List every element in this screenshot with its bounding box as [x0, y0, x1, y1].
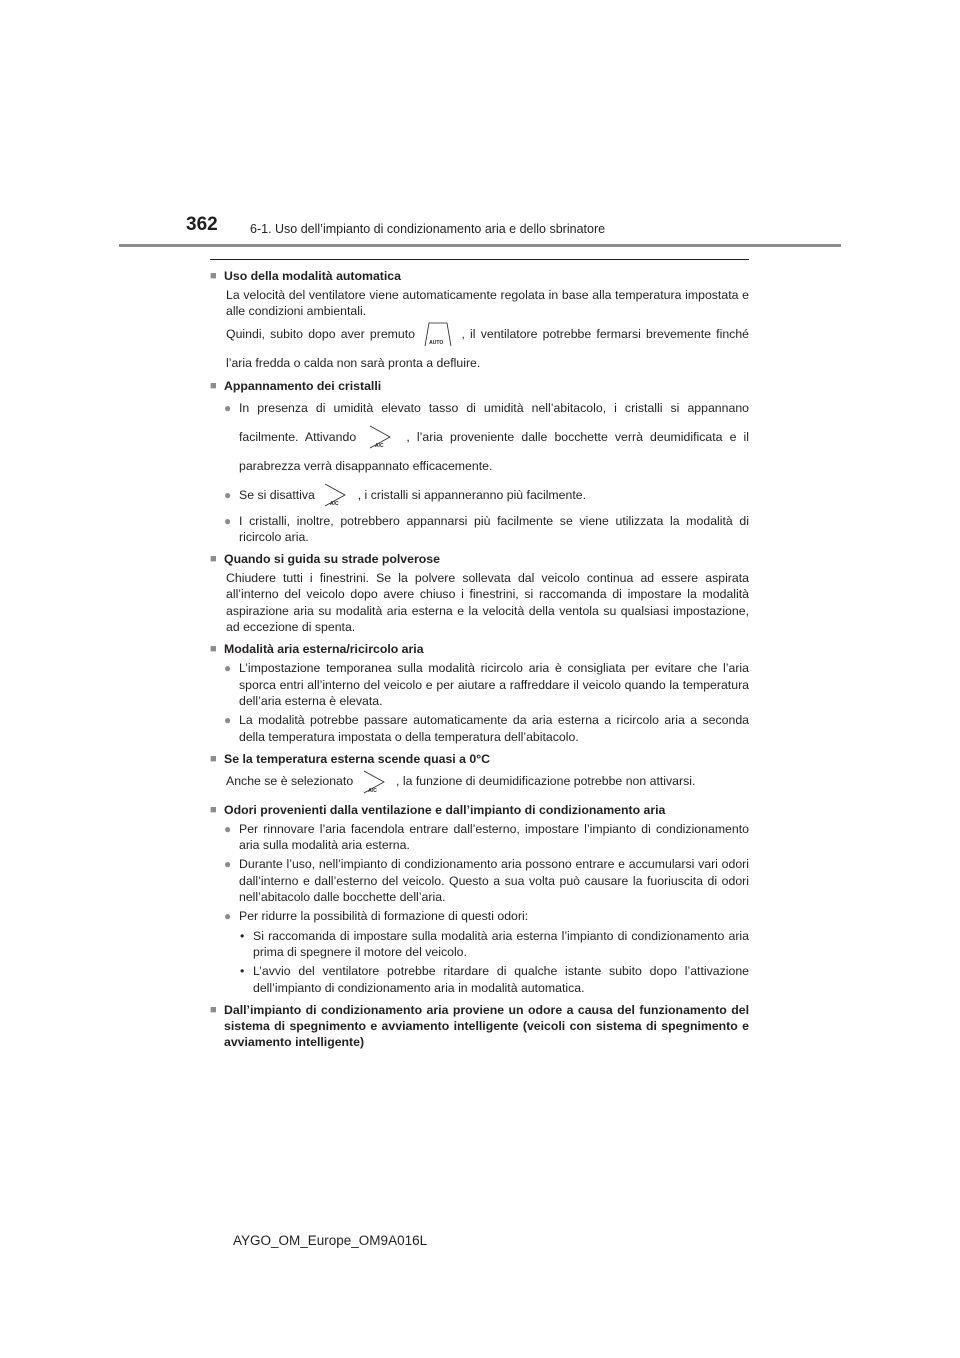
section-heading	[210, 1002, 749, 1050]
dot-bullet-icon: ●	[224, 513, 232, 528]
list-item-text: Per ridurre la possibilità di formazione di questi odori:	[239, 909, 529, 924]
dot-bullet-icon: ●	[224, 400, 232, 415]
sub-list-item	[240, 963, 749, 996]
auto-button-label: AUTO	[429, 340, 444, 347]
paragraph	[226, 320, 749, 378]
list-item-text: La modalità potrebbe passare automaticamente da aria esterna a ricircolo aria a seconda della temperatura impostata o della temperatura dell’abitacolo.	[239, 713, 749, 744]
section-title: Uso della modalità automatica	[224, 269, 401, 283]
paragraph	[226, 767, 749, 796]
text: , la funzione di deumidificazione potrebbe non attivarsi.	[396, 773, 696, 788]
square-bullet-icon: ■	[210, 752, 217, 765]
section-title: Quando si guida su strade polverose	[224, 552, 440, 567]
text: Se si disattiva	[239, 487, 315, 502]
ac-button-label: A/C	[329, 501, 339, 508]
dot-bullet-icon: ●	[224, 713, 232, 728]
section-heading	[210, 268, 749, 284]
sub-bullet-icon: •	[240, 964, 245, 979]
chapter-title: 6-1. Uso dell’impianto di condizionamento aria e dello sbrinatore	[250, 222, 606, 236]
list-item-text	[239, 481, 749, 510]
section-heading	[210, 641, 749, 657]
section-title: Odori provenienti dalla ventilazione e dall’impianto di condizionamento aria	[224, 802, 666, 817]
list-item	[224, 660, 749, 709]
list-item	[224, 394, 749, 481]
square-bullet-icon: ■	[210, 270, 217, 282]
section-title: Se la temperatura esterna scende quasi a 0°C	[224, 751, 491, 766]
auto-button-icon	[423, 321, 453, 347]
dot-bullet-icon: ●	[224, 857, 232, 872]
square-bullet-icon: ■	[210, 803, 217, 816]
list-item	[224, 908, 749, 924]
section-title: Dall’impianto di condizionamento aria proviene un odore a causa del funzionamento del sistema di spegnimento e avviamento intelligente (veicoli con sistema di spegnimento e avviamento intelligente)	[224, 1002, 749, 1049]
ac-button-label: A/C	[368, 787, 377, 794]
square-bullet-icon: ■	[210, 643, 217, 656]
list-item	[224, 513, 749, 546]
list-item-text	[239, 394, 749, 481]
sub-list-item-text: L’avvio del ventilatore potrebbe ritardare di qualche istante subito dopo l’attivazione dell’impianto di condizionamento aria in modalità automatica.	[253, 964, 749, 995]
list-item-text: I cristalli, inoltre, potrebbero appannarsi più facilmente se viene utilizzata la modalità di ricircolo aria.	[239, 513, 749, 544]
list-item-text: Durante l’uso, nell’impianto di condizionamento aria possono entrare e accumularsi vari odori dall’interno e dall’esterno del veicolo. Questo a sua volta può causare la fuoriuscita di odori nell’abitacolo dalle bocchette dell’aria.	[239, 857, 749, 905]
header-rule	[119, 244, 841, 247]
section-heading	[210, 551, 749, 567]
section-title: Modalità aria esterna/ricircolo aria	[224, 642, 424, 657]
square-bullet-icon: ■	[210, 1003, 217, 1016]
page-content	[210, 259, 749, 1050]
dot-bullet-icon: ●	[224, 661, 232, 676]
ac-button-icon	[360, 769, 390, 795]
list-item-text: L’impostazione temporanea sulla modalità ricircolo aria è consigliata per evitare che l’aria sporca entri all’interno del veicolo e per aiutare a raffreddare il veicolo quando la temperatura dell’aria esterna è elevata.	[239, 661, 749, 708]
section-heading	[210, 378, 749, 394]
text: Quindi, subito dopo aver premuto	[226, 326, 415, 341]
sub-list-item	[240, 928, 749, 961]
list-item	[224, 481, 749, 510]
text: , il ventilatore potrebbe fermarsi brevemente finché l’aria fredda o calda non sarà pronta a defluire.	[226, 326, 749, 370]
square-bullet-icon: ■	[210, 553, 217, 566]
list-item	[224, 856, 749, 905]
section-heading	[210, 802, 749, 818]
dot-bullet-icon: ●	[224, 821, 232, 836]
sub-bullet-icon: •	[240, 928, 245, 943]
text: , i cristalli si appanneranno più facilmente.	[357, 487, 587, 502]
list-item	[224, 712, 749, 745]
section-heading	[210, 751, 749, 767]
list-item	[224, 821, 749, 854]
ac-button-icon	[321, 482, 351, 508]
text: , l’aria proveniente dalle bocchette verrà deumidificata e il parabrezza verrà disappannato efficacemente.	[239, 429, 749, 473]
text: Anche se è selezionato	[226, 773, 354, 788]
sub-list-item-text: Si raccomanda di impostare sulla modalità aria esterna l’impianto di condizionamento aria prima di spegnere il motore del veicolo.	[253, 928, 749, 959]
ac-button-icon	[366, 424, 396, 450]
square-bullet-icon: ■	[210, 379, 217, 392]
footer-code: AYGO_OM_Europe_OM9A016L	[233, 1233, 428, 1248]
paragraph: La velocità del ventilatore viene automaticamente regolata in base alla temperatura impostata e alle condizioni ambientali.	[226, 288, 749, 319]
ac-button-label: A/C	[374, 443, 384, 450]
paragraph: Chiudere tutti i finestrini. Se la polvere sollevata dal veicolo continua ad essere aspirata all’interno del veicolo dopo avere chiuso i finestrini, si raccomanda di impostare la modalità aspirazione aria su modalità aria esterna e la velocità della ventola su qualsiasi impostazione, ad eccezione di spenta.	[226, 571, 749, 635]
dot-bullet-icon: ●	[224, 487, 232, 502]
text: In presenza di umidità elevato tasso di umidità nell’abitacolo, i cristalli si appannano facilmente. Attivando	[239, 400, 749, 444]
section-title: Appannamento dei cristalli	[224, 378, 382, 393]
dot-bullet-icon: ●	[224, 909, 232, 924]
list-item-text: Per rinnovare l’aria facendola entrare dall’esterno, impostare l’impianto di condizionamento aria sulla modalità aria esterna.	[239, 821, 749, 853]
page-number: 362	[186, 214, 218, 235]
